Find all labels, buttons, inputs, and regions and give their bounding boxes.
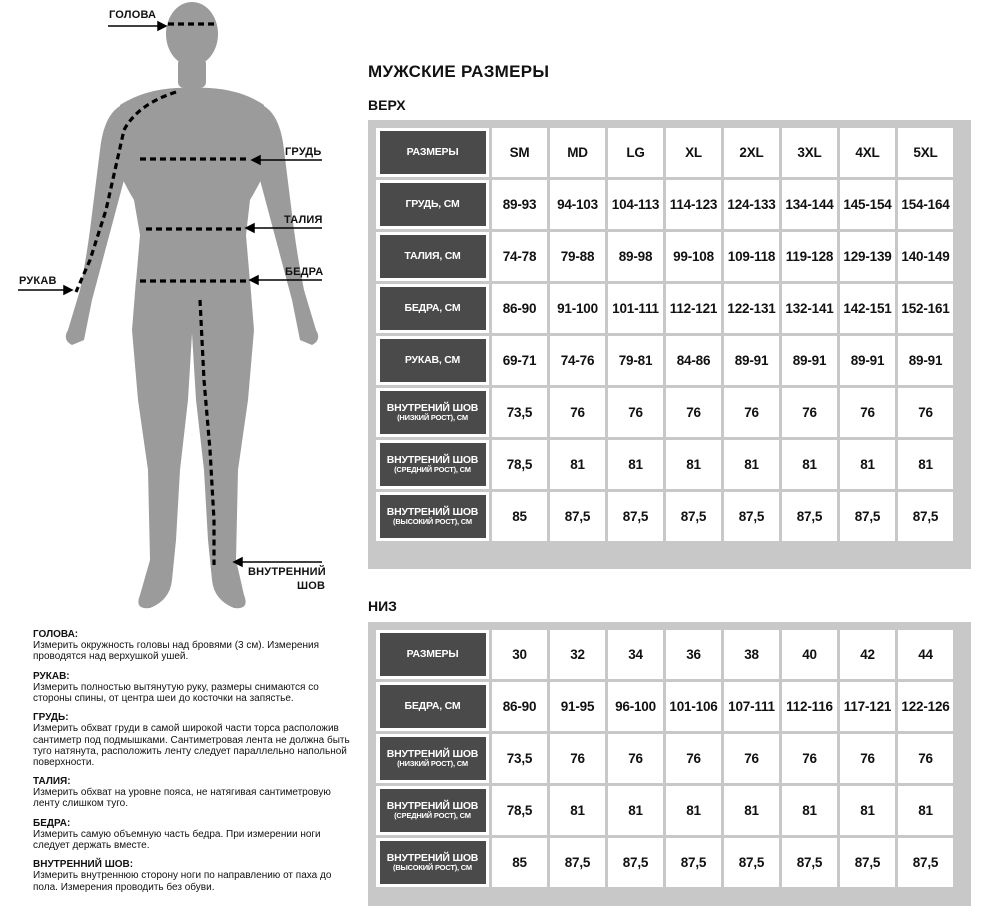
row-header-box [380, 235, 486, 278]
table-cell: 117-121 [840, 682, 895, 731]
table-cell: 76 [840, 388, 895, 437]
table-cell: 122-126 [898, 682, 953, 731]
table-row [376, 734, 953, 783]
instruction-item [33, 629, 353, 663]
row-header [376, 440, 489, 489]
table-cell: 78,5 [492, 440, 547, 489]
table-cell: 79-81 [608, 336, 663, 385]
label-head: ГОЛОВА [109, 9, 157, 21]
row-header-box [380, 685, 486, 728]
table-cell: 76 [608, 388, 663, 437]
row-header [376, 232, 489, 281]
row-header-sublabel: (НИЗКИЙ РОСТ), СМ [397, 413, 468, 423]
table-cell: 91-95 [550, 682, 605, 731]
table-cell: 119-128 [782, 232, 837, 281]
instruction-title: РУКАВ: [33, 670, 70, 682]
table-cell: 81 [724, 786, 779, 835]
table-cell: 87,5 [898, 492, 953, 541]
instruction-title: ВНУТРЕННИЙ ШОВ: [33, 859, 134, 871]
row-header-label: ГРУДЬ, СМ [405, 198, 460, 211]
table-cell: 112-116 [782, 682, 837, 731]
table-cell: 87,5 [724, 838, 779, 887]
table-cell: 87,5 [898, 838, 953, 887]
table-row [376, 492, 953, 541]
row-header-label: ВНУТРЕНИЙ ШОВ [386, 506, 479, 519]
table-cell: 114-123 [666, 180, 721, 229]
table-cell: 81 [782, 440, 837, 489]
row-header-box [380, 737, 486, 780]
table-cell: 76 [782, 734, 837, 783]
body-figure [0, 0, 345, 620]
row-header [376, 630, 489, 679]
table-cell: 124-133 [724, 180, 779, 229]
measurement-instructions [33, 629, 353, 901]
table-cell: 109-118 [724, 232, 779, 281]
table-cell: 32 [550, 630, 605, 679]
table-cell: 30 [492, 630, 547, 679]
table-cell: 73,5 [492, 734, 547, 783]
table-cell: 107-111 [724, 682, 779, 731]
table-cell: 112-121 [666, 284, 721, 333]
row-header-label: РАЗМЕРЫ [406, 648, 459, 661]
table-cell: 87,5 [550, 492, 605, 541]
table-cell: LG [608, 128, 663, 177]
table-cell: 81 [840, 440, 895, 489]
section-top-label: ВЕРХ [368, 97, 406, 113]
table-cell: 44 [898, 630, 953, 679]
table-cell: 76 [666, 388, 721, 437]
row-header [376, 838, 489, 887]
row-header [376, 682, 489, 731]
table-cell: 38 [724, 630, 779, 679]
table-cell: 87,5 [782, 838, 837, 887]
table-cell: 104-113 [608, 180, 663, 229]
label-sleeve: РУКАВ [19, 275, 57, 287]
table-cell: 152-161 [898, 284, 953, 333]
table-cell: 87,5 [724, 492, 779, 541]
label-waist: ТАЛИЯ [284, 214, 323, 226]
table-cell: 99-108 [666, 232, 721, 281]
table-cell: 81 [550, 786, 605, 835]
hips-arrow-icon [250, 276, 258, 284]
row-header-label: ВНУТРЕНИЙ ШОВ [386, 852, 479, 865]
instruction-text: Измерить окружность головы над бровями (3 см). Измерения проводятся над верхушкой ушей. [33, 640, 320, 663]
instruction-text: Измерить самую объемную часть бедра. При измерении ноги следует держать вместе. [33, 828, 321, 851]
row-header-sublabel: (СРЕДНИЙ РОСТ), СМ [394, 811, 471, 821]
row-header [376, 388, 489, 437]
instruction-text: Измерить внутреннюю сторону ноги по направлению от паха до пола. Измерения проводить без обуви. [33, 870, 332, 893]
table-cell: 86-90 [492, 284, 547, 333]
table-cell: 81 [608, 440, 663, 489]
table-cell: 4XL [840, 128, 895, 177]
table-cell: 76 [666, 734, 721, 783]
label-chest: ГРУДЬ [285, 146, 322, 158]
table-cell: 81 [666, 440, 721, 489]
table-cell: 76 [550, 388, 605, 437]
table-row [376, 440, 953, 489]
table-cell: 81 [724, 440, 779, 489]
table-row [376, 180, 953, 229]
row-header [376, 336, 489, 385]
table-cell: 142-151 [840, 284, 895, 333]
row-header-sublabel: (НИЗКИЙ РОСТ), СМ [397, 759, 468, 769]
table-row [376, 630, 953, 679]
table-cell: 40 [782, 630, 837, 679]
table-cell: 81 [782, 786, 837, 835]
table-cell: 129-139 [840, 232, 895, 281]
table-cell: 36 [666, 630, 721, 679]
row-header-label: БЕДРА, СМ [404, 302, 461, 315]
table-cell: 76 [840, 734, 895, 783]
waist-arrow-icon [246, 224, 254, 232]
table-row [376, 388, 953, 437]
table-cell: 3XL [782, 128, 837, 177]
table-cell: 94-103 [550, 180, 605, 229]
table-cell: 76 [898, 388, 953, 437]
head-arrow-icon [158, 22, 166, 30]
row-header-label: ВНУТРЕНИЙ ШОВ [386, 800, 479, 813]
instruction-text: Измерить обхват груди в самой широкой части торса расположив сантиметр под подмышками. Сантиметровая лента не должна быть туго натянута, расположить ленту следует параллельно напольной поверхности. [33, 723, 350, 768]
body-silhouette [66, 2, 322, 608]
size-table-bottom-frame [368, 622, 971, 906]
instruction-title: ТАЛИЯ: [33, 776, 71, 788]
row-header-label: ВНУТРЕНИЙ ШОВ [386, 402, 479, 415]
table-row [376, 232, 953, 281]
instruction-text: Измерить обхват на уровне пояса, не натягивая сантиметровую ленту слишком туго. [33, 787, 331, 810]
instruction-item [33, 671, 353, 705]
table-cell: 34 [608, 630, 663, 679]
label-inseam-line2: ШОВ [297, 580, 326, 592]
table-row [376, 284, 953, 333]
section-bottom-label: НИЗ [368, 598, 397, 614]
table-cell: 87,5 [666, 492, 721, 541]
table-row [376, 128, 953, 177]
instruction-item [33, 818, 353, 852]
table-cell: 89-91 [782, 336, 837, 385]
row-header-box [380, 391, 486, 434]
table-cell: 76 [782, 388, 837, 437]
row-header-sublabel: (ВЫСОКИЙ РОСТ), СМ [393, 863, 472, 873]
row-header-label: ВНУТРЕНИЙ ШОВ [386, 748, 479, 761]
table-cell: 87,5 [666, 838, 721, 887]
table-cell: 86-90 [492, 682, 547, 731]
instruction-title: БЕДРА: [33, 817, 71, 829]
table-cell: 81 [608, 786, 663, 835]
table-cell: 2XL [724, 128, 779, 177]
instruction-item [33, 712, 353, 768]
instruction-title: ГОЛОВА: [33, 629, 79, 640]
table-row [376, 838, 953, 887]
table-cell: 101-111 [608, 284, 663, 333]
table-row [376, 786, 953, 835]
table-cell: 76 [724, 734, 779, 783]
page-title: МУЖСКИЕ РАЗМЕРЫ [368, 62, 550, 81]
row-header-box [380, 443, 486, 486]
table-cell: MD [550, 128, 605, 177]
table-cell: XL [666, 128, 721, 177]
table-cell: 91-100 [550, 284, 605, 333]
instruction-text: Измерить полностью вытянутую руку, размеры снимаются со стороны спины, от центра шеи до косточки на запястье. [33, 681, 319, 704]
label-hips: БЕДРА [285, 266, 324, 278]
table-cell: 76 [898, 734, 953, 783]
instruction-item [33, 859, 353, 893]
table-cell: 81 [898, 786, 953, 835]
table-cell: 79-88 [550, 232, 605, 281]
label-inseam-line1: ВНУТРЕННИЙ [248, 566, 326, 578]
table-row [376, 336, 953, 385]
table-cell: 76 [724, 388, 779, 437]
table-cell: 81 [550, 440, 605, 489]
row-header [376, 734, 489, 783]
table-cell: 5XL [898, 128, 953, 177]
size-table-top [373, 125, 956, 544]
table-cell: 74-76 [550, 336, 605, 385]
table-cell: 89-91 [724, 336, 779, 385]
table-cell: 89-93 [492, 180, 547, 229]
size-table-top-frame [368, 120, 971, 569]
row-header [376, 284, 489, 333]
table-cell: 69-71 [492, 336, 547, 385]
table-cell: 87,5 [840, 838, 895, 887]
table-cell: 132-141 [782, 284, 837, 333]
row-header-box [380, 183, 486, 226]
table-cell: 74-78 [492, 232, 547, 281]
table-cell: 134-144 [782, 180, 837, 229]
row-header-box [380, 131, 486, 174]
table-cell: 87,5 [550, 838, 605, 887]
row-header-box [380, 841, 486, 884]
row-header-label: ВНУТРЕНИЙ ШОВ [386, 454, 479, 467]
table-cell: 96-100 [608, 682, 663, 731]
table-cell: 73,5 [492, 388, 547, 437]
table-cell: 89-98 [608, 232, 663, 281]
table-cell: 78,5 [492, 786, 547, 835]
row-header [376, 128, 489, 177]
table-cell: 84-86 [666, 336, 721, 385]
row-header-sublabel: (ВЫСОКИЙ РОСТ), СМ [393, 517, 472, 527]
row-header-label: РУКАВ, СМ [404, 354, 461, 367]
instruction-item [33, 776, 353, 810]
table-cell: SM [492, 128, 547, 177]
table-cell: 87,5 [782, 492, 837, 541]
table-cell: 87,5 [608, 492, 663, 541]
row-header [376, 492, 489, 541]
row-header-box [380, 287, 486, 330]
row-header-sublabel: (СРЕДНИЙ РОСТ), СМ [394, 465, 471, 475]
table-cell: 145-154 [840, 180, 895, 229]
table-cell: 87,5 [608, 838, 663, 887]
table-cell: 85 [492, 838, 547, 887]
table-cell: 76 [608, 734, 663, 783]
row-header-label: БЕДРА, СМ [404, 700, 461, 713]
row-header-box [380, 633, 486, 676]
row-header [376, 786, 489, 835]
table-cell: 140-149 [898, 232, 953, 281]
table-cell: 122-131 [724, 284, 779, 333]
table-row [376, 682, 953, 731]
table-cell: 89-91 [840, 336, 895, 385]
row-header [376, 180, 489, 229]
table-cell: 42 [840, 630, 895, 679]
instruction-title: ГРУДЬ: [33, 712, 69, 724]
table-cell: 85 [492, 492, 547, 541]
row-header-box [380, 339, 486, 382]
row-header-label: ТАЛИЯ, СМ [404, 250, 461, 263]
table-cell: 154-164 [898, 180, 953, 229]
table-cell: 76 [550, 734, 605, 783]
table-cell: 101-106 [666, 682, 721, 731]
sleeve-arrow-icon [64, 286, 72, 294]
table-cell: 81 [840, 786, 895, 835]
row-header-box [380, 495, 486, 538]
row-header-label: РАЗМЕРЫ [406, 146, 459, 159]
size-table-bottom [373, 627, 956, 890]
row-header-box [380, 789, 486, 832]
table-cell: 89-91 [898, 336, 953, 385]
table-cell: 87,5 [840, 492, 895, 541]
table-cell: 81 [666, 786, 721, 835]
table-cell: 81 [898, 440, 953, 489]
